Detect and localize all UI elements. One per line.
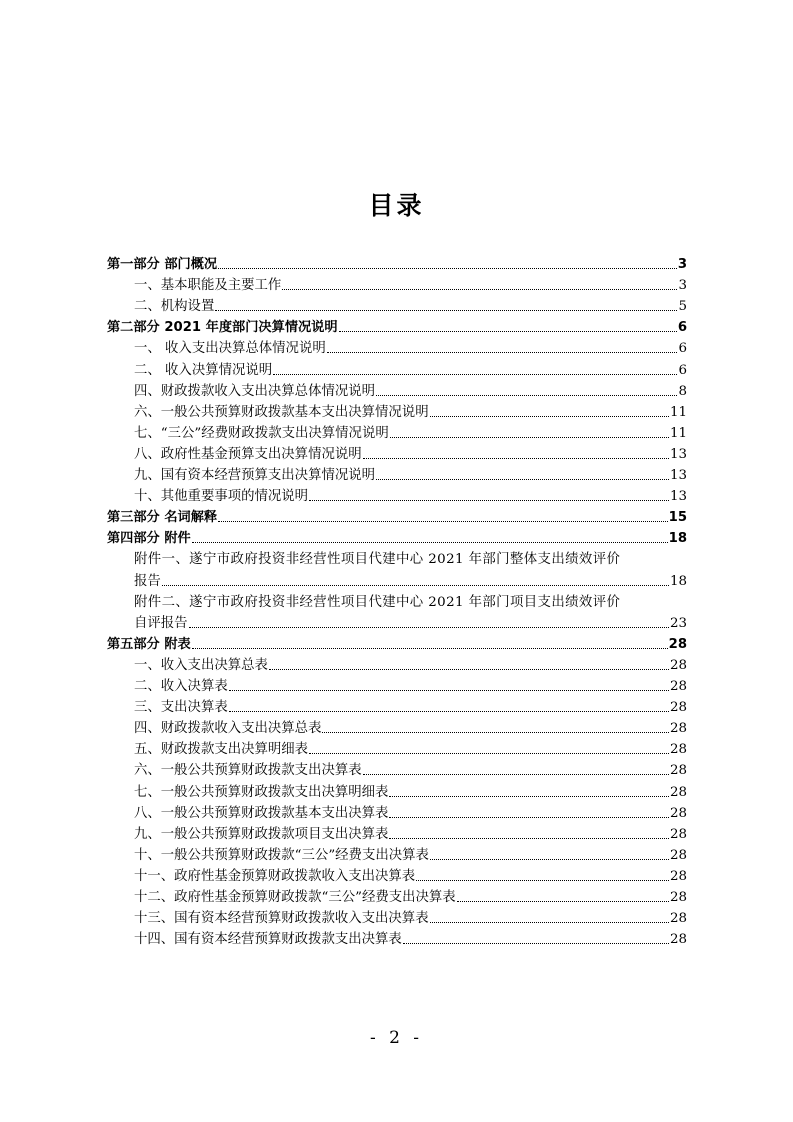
toc-entry[interactable] xyxy=(134,803,687,824)
toc-page-number: 28 xyxy=(669,806,687,821)
toc-entry-title: 第五部分 附表 xyxy=(107,637,191,652)
toc-page-number: 13 xyxy=(669,489,687,504)
dot-leader xyxy=(363,760,669,775)
toc-entry-title: 第二部分 2021 年度部门决算情况说明 xyxy=(107,320,338,335)
dot-leader xyxy=(229,676,669,691)
dot-leader xyxy=(273,360,677,375)
toc-entry[interactable] xyxy=(134,760,687,781)
page-title: 目录 xyxy=(368,191,425,220)
dot-leader xyxy=(363,444,669,459)
toc-page-number: 28 xyxy=(669,890,687,905)
toc-entry[interactable] xyxy=(134,571,687,592)
toc-entry-text: 附件一、遂宁市政府投资非经营性项目代建中心 2021 年部门整体支出绩效评价 xyxy=(134,552,621,567)
toc-entry-title: 八、政府性基金预算支出决算情况说明 xyxy=(134,447,362,462)
toc-page-number: 28 xyxy=(669,742,687,757)
dot-leader xyxy=(389,782,669,797)
toc-page-number: 28 xyxy=(669,932,687,947)
toc-entry-title: 四、财政拨款收入支出决算总表 xyxy=(134,721,322,736)
toc-entry-title: 第一部分 部门概况 xyxy=(107,257,218,272)
toc-page-number: 28 xyxy=(668,637,687,652)
toc-entry[interactable] xyxy=(134,296,687,317)
toc-entry[interactable] xyxy=(134,845,687,866)
toc-page-number: 28 xyxy=(669,785,687,800)
toc-page-number: 5 xyxy=(678,299,687,314)
toc-entry-title: 一、基本职能及主要工作 xyxy=(134,278,282,293)
toc-page-number: 18 xyxy=(668,531,687,546)
toc-entry[interactable] xyxy=(134,697,687,718)
toc-entry-text: 附件二、遂宁市政府投资非经营性项目代建中心 2021 年部门项目支出绩效评价 xyxy=(134,595,621,610)
toc-entry-title: 一、收入支出决算总表 xyxy=(134,658,268,673)
toc-page-number: 28 xyxy=(669,721,687,736)
toc-page-number: 28 xyxy=(669,763,687,778)
dot-leader xyxy=(309,739,669,754)
toc-entry-title: 七、“三公”经费财政拨款支出决算情况说明 xyxy=(134,426,389,441)
toc-page-number: 18 xyxy=(669,574,687,589)
toc-entry-title: 五、财政拨款支出决算明细表 xyxy=(134,742,309,757)
toc-page-number: 11 xyxy=(669,426,687,441)
toc-entry[interactable] xyxy=(134,782,687,803)
toc-entry-title: 十、其他重要事项的情况说明 xyxy=(134,489,309,504)
toc-page-number: 28 xyxy=(669,869,687,884)
toc-section-entry[interactable] xyxy=(107,254,687,275)
toc-entry[interactable] xyxy=(134,824,687,845)
dot-leader xyxy=(430,908,669,923)
toc-entry[interactable] xyxy=(134,655,687,676)
toc-entry[interactable] xyxy=(134,402,687,423)
toc-page-number: 28 xyxy=(669,848,687,863)
toc-entry-title: 六、一般公共预算财政拨款基本支出决算情况说明 xyxy=(134,405,429,420)
toc-page-number: 15 xyxy=(668,510,687,525)
dot-leader xyxy=(389,803,669,818)
toc-entry[interactable] xyxy=(134,929,687,950)
toc-entry[interactable] xyxy=(134,866,687,887)
toc-entry[interactable] xyxy=(134,739,687,760)
dot-leader xyxy=(376,465,669,480)
dot-leader xyxy=(430,845,669,860)
toc-entry[interactable] xyxy=(134,908,687,929)
toc-entry[interactable] xyxy=(134,718,687,739)
dot-leader xyxy=(162,571,669,586)
toc-page-number: 6 xyxy=(678,341,687,356)
dot-leader xyxy=(269,655,669,670)
toc-entry-title: 六、一般公共预算财政拨款支出决算表 xyxy=(134,763,362,778)
dot-leader xyxy=(282,275,677,290)
toc-entry-title: 一、 收入支出决算总体情况说明 xyxy=(134,341,326,356)
toc-entry[interactable] xyxy=(134,338,687,359)
dot-leader xyxy=(218,507,668,522)
dot-leader xyxy=(229,697,669,712)
toc-entry[interactable] xyxy=(134,423,687,444)
toc-entry-title: 十四、国有资本经营预算财政拨款支出决算表 xyxy=(134,932,402,947)
toc-entry-title: 十三、国有资本经营预算财政拨款收入支出决算表 xyxy=(134,911,429,926)
toc-entry-title: 九、国有资本经营预算支出决算情况说明 xyxy=(134,468,376,483)
toc-entry-title: 第三部分 名词解释 xyxy=(107,510,218,525)
page-number: - 2 - xyxy=(369,1028,424,1048)
toc-entry-title: 十二、政府性基金预算财政拨款“三公”经费支出决算表 xyxy=(134,890,456,905)
toc-entry[interactable] xyxy=(134,887,687,908)
toc-section-entry[interactable] xyxy=(107,317,687,338)
toc-entry[interactable] xyxy=(134,444,687,465)
toc-page-number: 3 xyxy=(678,278,687,293)
dot-leader xyxy=(339,317,677,332)
toc-page-number: 28 xyxy=(669,700,687,715)
dot-leader xyxy=(376,381,677,396)
toc-page-number: 6 xyxy=(677,320,687,335)
toc-page-number: 28 xyxy=(669,911,687,926)
toc-page-number: 28 xyxy=(669,658,687,673)
dot-leader xyxy=(457,887,669,902)
dot-leader xyxy=(390,423,669,438)
toc-page-number: 13 xyxy=(669,468,687,483)
dot-leader xyxy=(322,718,668,733)
toc-entry-title: 七、一般公共预算财政拨款支出决算明细表 xyxy=(134,785,389,800)
toc-entry-title: 十一、政府性基金预算财政拨款收入支出决算表 xyxy=(134,869,416,884)
dot-leader xyxy=(218,254,677,269)
dot-leader xyxy=(389,824,669,839)
toc-entry[interactable] xyxy=(134,275,687,296)
toc-page-number: 23 xyxy=(669,616,687,631)
toc-entry-title: 九、一般公共预算财政拨款项目支出决算表 xyxy=(134,827,389,842)
toc-page-number: 13 xyxy=(669,447,687,462)
toc-entry-title: 二、 收入决算情况说明 xyxy=(134,363,273,378)
toc-entry[interactable] xyxy=(134,486,687,507)
toc-page-number: 6 xyxy=(678,363,687,378)
dot-leader xyxy=(309,486,669,501)
dot-leader xyxy=(192,528,668,543)
toc-entry[interactable] xyxy=(134,676,687,697)
toc-entry-title: 八、一般公共预算财政拨款基本支出决算表 xyxy=(134,806,389,821)
dot-leader xyxy=(430,402,669,417)
toc-section-entry[interactable] xyxy=(107,528,687,549)
toc-page-number: 11 xyxy=(669,405,687,420)
dot-leader xyxy=(416,866,669,881)
toc-page-number: 28 xyxy=(669,679,687,694)
toc-section-entry[interactable] xyxy=(107,507,687,528)
toc-entry[interactable] xyxy=(134,465,687,486)
toc-entry[interactable] xyxy=(134,381,687,402)
dot-leader xyxy=(192,634,668,649)
toc-page-number: 3 xyxy=(677,257,687,272)
toc-entry-title: 二、机构设置 xyxy=(134,299,215,314)
toc-entry-title: 自评报告 xyxy=(134,616,188,631)
toc-entry-title: 报告 xyxy=(134,574,161,589)
toc-entry-title: 十、一般公共预算财政拨款“三公”经费支出决算表 xyxy=(134,848,429,863)
dot-leader xyxy=(215,296,677,311)
toc-entry[interactable] xyxy=(134,360,687,381)
toc-entry-title: 三、支出决算表 xyxy=(134,700,228,715)
dot-leader xyxy=(327,338,678,353)
toc-entry-title: 第四部分 附件 xyxy=(107,531,191,546)
toc-page-number: 8 xyxy=(678,384,687,399)
toc-page-number: 28 xyxy=(669,827,687,842)
toc-entry-title: 二、收入决算表 xyxy=(134,679,228,694)
toc-section-entry[interactable] xyxy=(107,634,687,655)
dot-leader xyxy=(403,929,669,944)
toc-entry[interactable] xyxy=(134,613,687,634)
dot-leader xyxy=(189,613,669,628)
toc-entry-title: 四、财政拨款收入支出决算总体情况说明 xyxy=(134,384,376,399)
